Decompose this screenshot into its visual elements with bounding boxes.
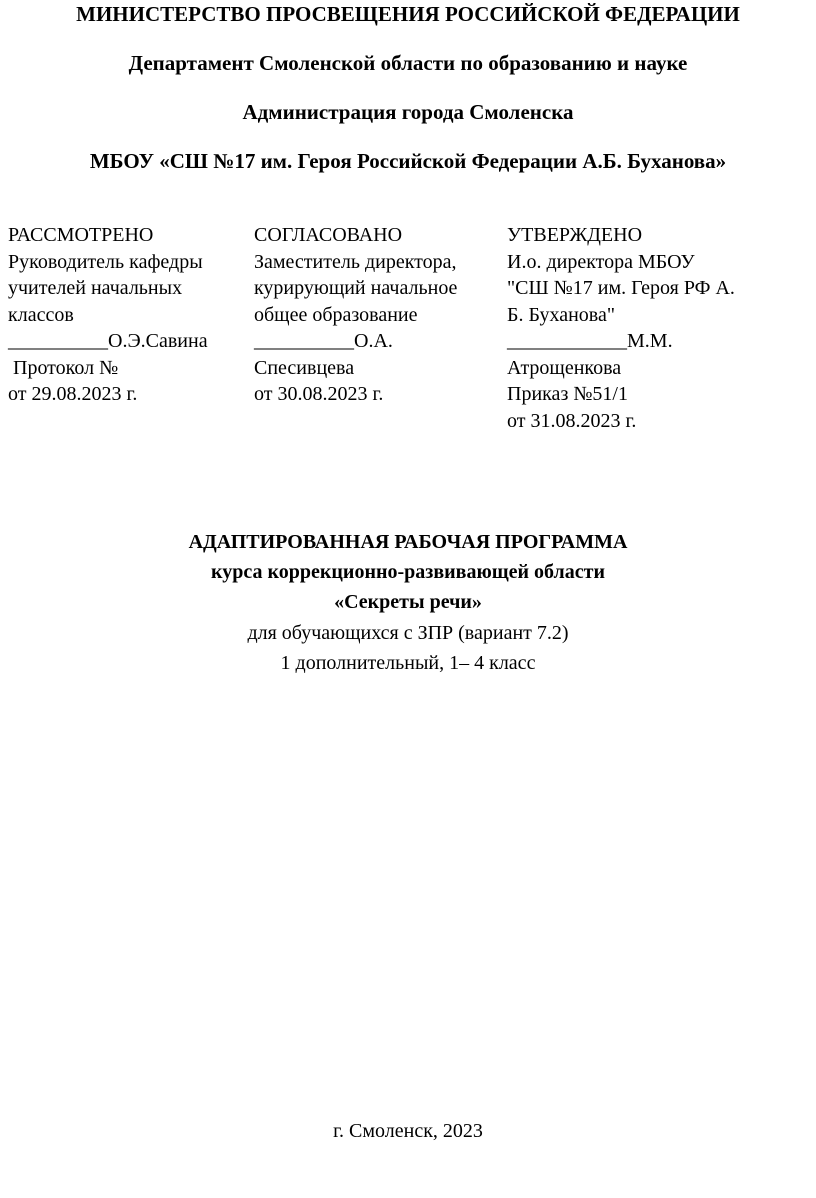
approved-line: "СШ №17 им. Героя РФ А. <box>507 277 735 299</box>
ministry-heading: МИНИСТЕРСТВО ПРОСВЕЩЕНИЯ РОССИЙСКОЙ ФЕДЕРАЦИИ <box>76 2 740 26</box>
agreed-label: СОГЛАСОВАНО <box>254 224 403 246</box>
approved-order: Приказ №51/1 <box>507 383 628 405</box>
approved-column <box>507 222 735 434</box>
approved-line: И.о. директора МБОУ <box>507 250 695 273</box>
agreed-line: Заместитель директора, <box>254 250 457 273</box>
program-audience: для обучающихся с ЗПР (вариант 7.2) <box>247 622 569 644</box>
agreed-date: от 30.08.2023 г. <box>254 383 384 405</box>
department-heading: Департамент Смоленской области по образованию и науке <box>128 51 688 75</box>
reviewed-line: Руководитель кафедры <box>8 250 203 273</box>
program-title: АДАПТИРОВАННАЯ РАБОЧАЯ ПРОГРАММА <box>188 531 628 553</box>
administration-heading: Администрация города Смоленска <box>242 100 574 124</box>
city-year: г. Смоленск, 2023 <box>333 1120 483 1142</box>
approved-line: Атрощенкова <box>507 356 622 379</box>
reviewed-label: РАССМОТРЕНО <box>8 224 154 246</box>
approved-line: Б. Буханова" <box>507 303 616 326</box>
agreed-line: Спесивцева <box>254 356 355 379</box>
program-course: курса коррекционно-развивающей области <box>211 561 605 583</box>
program-grades: 1 дополнительный, 1– 4 класс <box>280 652 536 674</box>
agreed-line: курирующий начальное <box>254 277 458 299</box>
approved-label: УТВЕРЖДЕНО <box>507 224 643 246</box>
school-heading: МБОУ «СШ №17 им. Героя Российской Федерации А.Б. Буханова» <box>89 149 727 173</box>
approved-signature: ____________М.М. <box>507 330 673 352</box>
reviewed-protocol: Протокол № <box>8 356 119 379</box>
reviewed-line: учителей начальных <box>8 277 183 299</box>
agreed-column <box>254 222 457 408</box>
agreed-line: общее образование <box>254 303 418 326</box>
reviewed-line: классов <box>8 303 74 326</box>
agreed-signature: __________О.А. <box>254 330 393 352</box>
approved-date: от 31.08.2023 г. <box>507 409 637 432</box>
program-name: «Секреты речи» <box>334 591 482 613</box>
reviewed-column <box>8 222 208 408</box>
reviewed-date: от 29.08.2023 г. <box>8 383 138 405</box>
reviewed-signature: __________О.Э.Савина <box>8 330 208 352</box>
